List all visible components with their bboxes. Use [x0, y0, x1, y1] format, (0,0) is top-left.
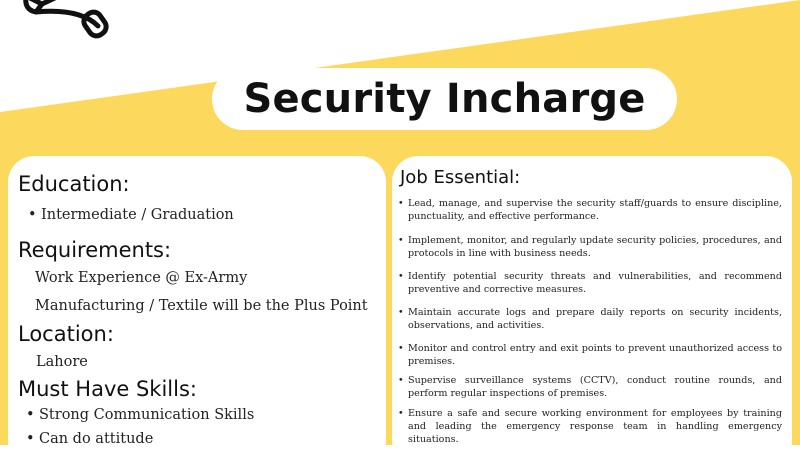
megaphone-icon — [20, 0, 120, 50]
page-title: Security Incharge — [243, 76, 646, 122]
duty-item: • Supervise surveillance systems (CCTV), conduct routine rounds, and perform regular inspections of premises. — [408, 374, 782, 400]
duty-item: • Implement, monitor, and regularly update security policies, procedures, and protocols in line with business needs. — [408, 234, 782, 260]
location-heading: Location: — [18, 322, 114, 346]
duty-item: • Maintain accurate logs and prepare daily reports on security incidents, observations, and activities. — [408, 306, 782, 332]
skill-item: • Can do attitude — [39, 431, 153, 447]
duty-item: • Ensure a safe and secure working environment for employees by training and leading the emergency response team in handling emergency situations. — [408, 407, 782, 446]
qualifications-card — [8, 156, 386, 466]
duty-item: • Identify potential security threats and vulnerabilities, and recommend preventive and corrective measures. — [408, 270, 782, 296]
job-essential-heading: Job Essential: — [400, 167, 521, 188]
requirements-heading: Requirements: — [18, 238, 172, 262]
skills-heading: Must Have Skills: — [18, 377, 197, 401]
location-value: Lahore — [36, 354, 88, 370]
requirement-item: Manufacturing / Textile will be the Plus Point — [35, 298, 368, 314]
education-heading: Education: — [18, 172, 130, 196]
duty-item: • Monitor and control entry and exit points to prevent unauthorized access to premises. — [408, 342, 782, 368]
duty-item: • Lead, manage, and supervise the security staff/guards to ensure discipline, punctuality, and effective performance. — [408, 197, 782, 223]
skill-item: • Strong Communication Skills — [39, 407, 254, 423]
title-banner — [212, 68, 677, 130]
requirement-item: Work Experience @ Ex-Army — [35, 270, 248, 286]
job-essential-card — [392, 156, 792, 466]
education-item: • Intermediate / Graduation — [41, 207, 234, 223]
